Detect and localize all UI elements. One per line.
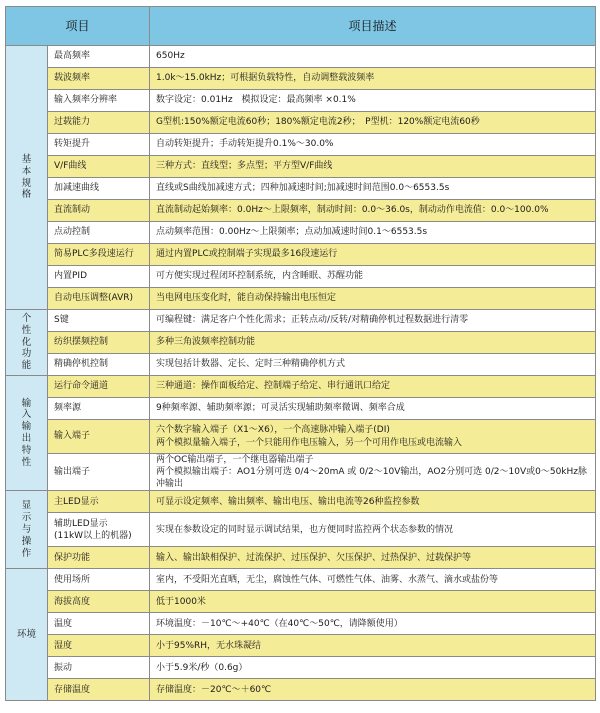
- table-row: [6, 635, 596, 657]
- item-name-cell: [48, 657, 150, 679]
- item-name-cell: [48, 569, 150, 591]
- item-description: 小于5.9米/秒（0.6g）: [156, 662, 248, 673]
- item-name-cell: [48, 266, 150, 288]
- item-name-cell: [48, 200, 150, 222]
- item-description: 实现在参数设定的同时显示调试结果，也方便同时监控两个状态参数的情况: [156, 524, 454, 535]
- item-name-cell: [48, 178, 150, 200]
- table-row: [6, 200, 596, 222]
- item-description: 多种三角波频率控制功能: [156, 337, 256, 348]
- item-description: 9种频率源、辅助频率源；可灵活实现辅助频率微调、频率合成: [156, 403, 405, 414]
- item-description: 三种通道：操作面板给定、控制端子给定、串行通讯口给定: [156, 381, 391, 392]
- table-header-row: [6, 7, 596, 46]
- category-label: 输入输出特性: [21, 397, 32, 468]
- spec-table-container: [5, 6, 595, 701]
- item-name: 过载能力: [54, 117, 91, 128]
- category-cell: [6, 491, 48, 569]
- item-name-cell: [48, 244, 150, 266]
- item-name-cell: [48, 134, 150, 156]
- item-description-cell: [150, 679, 596, 701]
- table-row: [6, 398, 596, 420]
- category-cell: [6, 569, 48, 701]
- item-name: 精确停机控制: [54, 359, 109, 370]
- item-description-cell: [150, 222, 596, 244]
- item-description-cell: [150, 454, 596, 491]
- item-description-cell: [150, 178, 596, 200]
- item-description: 存储温度：－20℃～＋60℃: [156, 684, 272, 695]
- item-description-cell: [150, 591, 596, 613]
- category-label: 显示与操作: [21, 500, 32, 559]
- item-description: 通过内置PLC或控制端子实现最多16段速运行: [156, 249, 338, 260]
- table-row: [6, 591, 596, 613]
- item-name-cell: [48, 156, 150, 178]
- item-description-cell: [150, 635, 596, 657]
- item-description-cell: [150, 547, 596, 569]
- item-description-cell: [150, 491, 596, 513]
- category-label: 基本规格: [21, 153, 32, 201]
- item-description: 自动转矩提升；手动转矩提升0.1%～30.0%: [156, 139, 334, 150]
- table-row: [6, 178, 596, 200]
- item-description: 直流制动起始频率：0.0Hz～上限频率，制动时间：0.0～36.0s，制动动作电流值：0.0～100.0%: [156, 205, 549, 216]
- item-name-cell: [48, 454, 150, 491]
- table-row: [6, 547, 596, 569]
- item-description: 两个OC输出端子，一个继电器输出端子: [156, 455, 314, 465]
- item-name-cell: [48, 491, 150, 513]
- item-description-cell: [150, 112, 596, 134]
- table-row: [6, 376, 596, 398]
- item-description: 650Hz: [156, 51, 185, 62]
- table-row: [6, 420, 596, 454]
- item-name-cell: [48, 513, 150, 547]
- item-name-cell: [48, 112, 150, 134]
- item-description: 直线或S曲线加减速方式；四种加减速时间;加减速时间范围0.0～6553.5s: [156, 183, 450, 194]
- item-description: 小于95%RH，无水珠凝结: [156, 640, 262, 651]
- item-description: 两个模拟输出端子：AO1分别可选 0/4～20mA 或 0/2～10V输出，AO2分别可选 0/2～10V或0～50kHz脉冲输出: [156, 467, 588, 490]
- item-description-cell: [150, 266, 596, 288]
- item-description-cell: [150, 46, 596, 68]
- item-description: 可方便实现过程闭环控制系统，内含睡眠、苏醒功能: [156, 271, 364, 282]
- item-description: 六个数字输入端子（X1～X6），一个高速脉冲输入端子(DI): [156, 425, 390, 436]
- item-name: 温度: [54, 618, 73, 629]
- header-item: 项目: [6, 7, 150, 46]
- item-name: 载波频率: [54, 73, 91, 84]
- table-row: [6, 244, 596, 266]
- item-name: 使用场所: [54, 574, 91, 585]
- item-name-cell: [48, 547, 150, 569]
- table-row: [6, 354, 596, 376]
- table-row: [6, 222, 596, 244]
- item-description-cell: [150, 200, 596, 222]
- item-name: 纺织摆频控制: [54, 337, 109, 348]
- item-description-cell: [150, 513, 596, 547]
- item-name: 最高频率: [54, 51, 91, 62]
- item-name: 主LED显示: [54, 496, 99, 507]
- item-name: 加减速曲线: [54, 183, 100, 194]
- item-name-cell: [48, 613, 150, 635]
- table-row: [6, 613, 596, 635]
- item-description: 室内，不受阳光直晒，无尘，腐蚀性气体、可燃性气体、油雾、水蒸气、滴水或盐份等: [156, 574, 499, 585]
- table-row: [6, 679, 596, 701]
- item-name: 湿度: [54, 640, 73, 651]
- item-description: 低于1000米: [156, 596, 206, 607]
- item-name-cell: [48, 635, 150, 657]
- item-description: 三种方式：直线型；多点型；平方型V/F曲线: [156, 161, 333, 172]
- table-row: [6, 68, 596, 90]
- item-name-cell: [48, 376, 150, 398]
- item-name-cell: [48, 288, 150, 310]
- item-name-cell: [48, 332, 150, 354]
- item-description: 可编程键：满足客户个性化需求；正转点动/反转/对精确停机过程数据进行清零: [156, 315, 469, 326]
- item-name: 存储温度: [54, 684, 91, 695]
- item-name: 输入端子: [54, 431, 91, 442]
- item-description-cell: [150, 244, 596, 266]
- item-description: 输入、输出缺相保护、过流保护、过压保护、欠压保护、过热保护、过载保护等: [156, 552, 472, 563]
- category-label: 环境: [16, 628, 36, 640]
- item-name: 保护功能: [54, 552, 91, 563]
- table-row: [6, 112, 596, 134]
- item-description-cell: [150, 569, 596, 591]
- item-name: S键: [54, 315, 69, 326]
- category-cell: [6, 376, 48, 491]
- item-name: 自动电压调整(AVR): [54, 293, 134, 304]
- item-name-cell: [48, 90, 150, 112]
- item-name: 频率源: [54, 403, 82, 414]
- item-name: 振动: [54, 662, 73, 673]
- item-name: (11kW以上的机器): [54, 530, 132, 541]
- item-description: 数字设定：0.01Hz 模拟设定：最高频率 ×0.1%: [156, 95, 356, 106]
- item-name: 输入频率分辨率: [54, 95, 118, 106]
- item-name: 直流制动: [54, 205, 91, 216]
- table-row: [6, 46, 596, 68]
- item-name-cell: [48, 354, 150, 376]
- item-name: 输出端子: [54, 467, 91, 478]
- item-description: 可显示设定频率、输出频率、输出电压、输出电流等26种监控参数: [156, 496, 420, 507]
- table-row: [6, 266, 596, 288]
- item-description-cell: [150, 134, 596, 156]
- item-description-cell: [150, 420, 596, 454]
- item-description-cell: [150, 310, 596, 332]
- item-name-cell: [48, 420, 150, 454]
- item-description: G型机:150%额定电流60秒；180%额定电流2秒； P型机：120%额定电流60秒: [156, 117, 480, 128]
- table-row: [6, 90, 596, 112]
- table-row: [6, 288, 596, 310]
- item-description: 当电网电压变化时，能自动保持输出电压恒定: [156, 293, 337, 304]
- item-name: 内置PID: [54, 271, 88, 282]
- table-row: [6, 657, 596, 679]
- category-cell: [6, 46, 48, 310]
- item-description-cell: [150, 332, 596, 354]
- item-description: 点动频率范围：0.00Hz～上限频率；点动加减速时间0.1～6553.5s: [156, 227, 428, 238]
- item-description-cell: [150, 156, 596, 178]
- item-description-cell: [150, 288, 596, 310]
- item-description: 环境温度：－10℃～+40℃（在40℃～50℃，请降额使用）: [156, 618, 403, 629]
- table-row: [6, 454, 596, 491]
- table-row: [6, 332, 596, 354]
- table-body: [6, 46, 596, 701]
- item-name: 转矩提升: [54, 139, 91, 150]
- table-row: [6, 134, 596, 156]
- item-name-cell: [48, 310, 150, 332]
- table-row: [6, 310, 596, 332]
- item-description-cell: [150, 613, 596, 635]
- item-name-cell: [48, 679, 150, 701]
- item-name: 运行命令通道: [54, 381, 109, 392]
- item-name-cell: [48, 591, 150, 613]
- item-name-cell: [48, 222, 150, 244]
- item-name-cell: [48, 46, 150, 68]
- item-description: 两个模拟量输入端子，一个只能用作电压输入，另一个可用作电压或电流输入: [156, 437, 463, 448]
- item-name: 点动控制: [54, 227, 91, 238]
- item-description-cell: [150, 68, 596, 90]
- item-description: 1.0k～15.0kHz；可根据负载特性，自动调整载波频率: [156, 73, 375, 84]
- category-cell: [6, 310, 48, 376]
- item-description-cell: [150, 398, 596, 420]
- item-description-cell: [150, 90, 596, 112]
- item-name: 辅助LED显示: [54, 518, 108, 529]
- item-description-cell: [150, 354, 596, 376]
- item-name-cell: [48, 68, 150, 90]
- table-row: [6, 491, 596, 513]
- table-row: [6, 156, 596, 178]
- item-name: 简易PLC多段速运行: [54, 249, 134, 260]
- item-name-cell: [48, 398, 150, 420]
- header-description: 项目描述: [150, 7, 596, 46]
- table-row: [6, 569, 596, 591]
- item-description-cell: [150, 657, 596, 679]
- category-label: 个性化功能: [21, 312, 32, 372]
- item-description-cell: [150, 376, 596, 398]
- item-name: V/F曲线: [54, 161, 87, 172]
- item-description: 实现包括计数器、定长、定时三种精确停机方式: [156, 359, 346, 370]
- table-row: [6, 513, 596, 547]
- item-name: 海拔高度: [54, 596, 91, 607]
- spec-table: [5, 6, 596, 701]
